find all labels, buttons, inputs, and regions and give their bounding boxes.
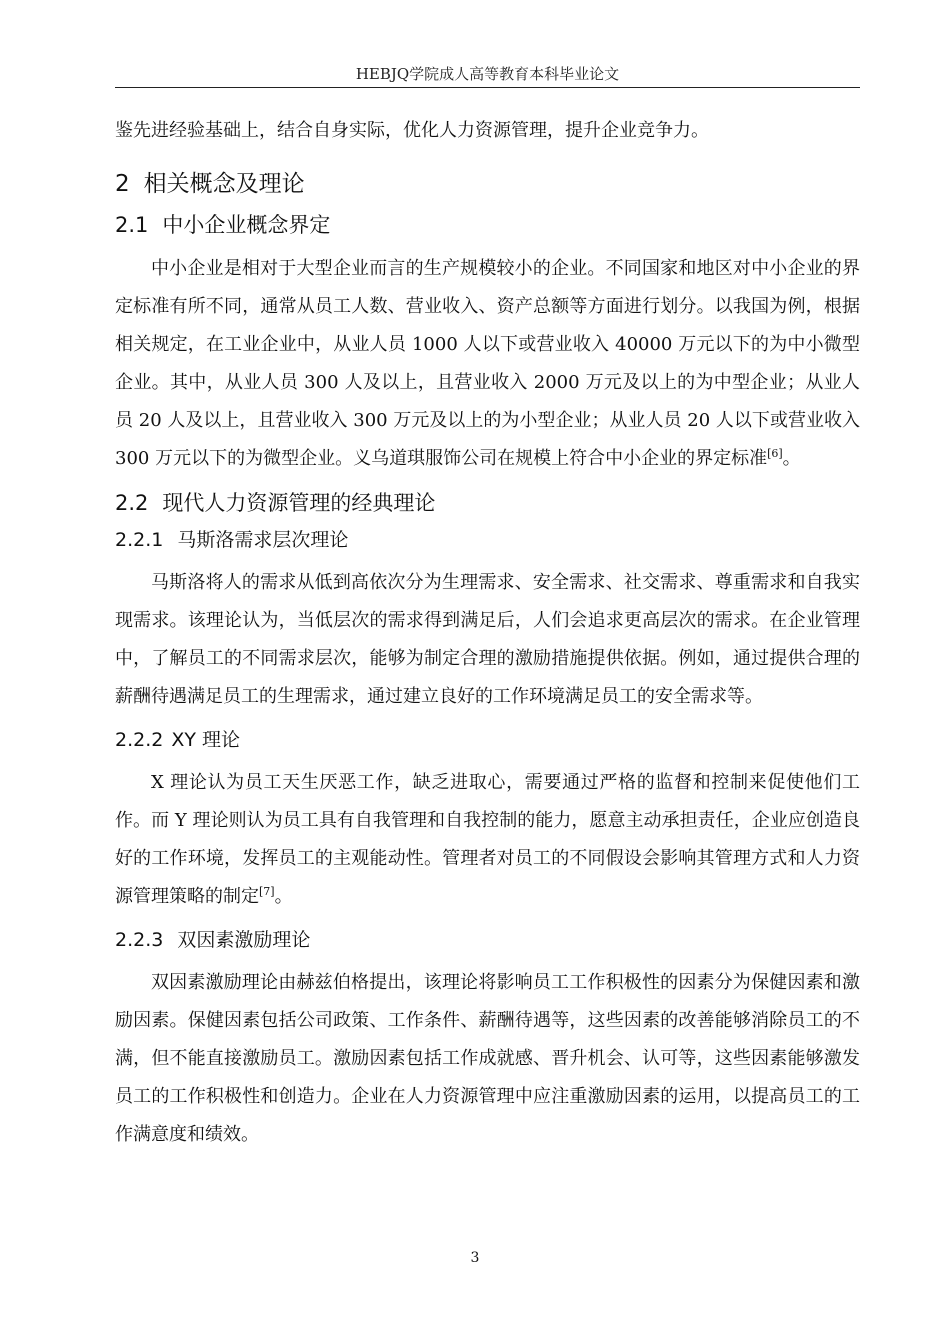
section-2-2-3-paragraph: 双因素激励理论由赫兹伯格提出，该理论将影响员工工作积极性的因素分为保健因素和激励因素。保健因素包括公司政策、工作条件、薪酬待遇等，这些因素的改善能够消除员工的不满，但不能直接激励员工。激励因素包括工作成就感、晋升机会、认可等，这些因素能够激发员工的工作积极性和创造力。企业在人力资源管理中应注重激励因素的运用，以提高员工的工作满意度和绩效。 (115, 972, 860, 1145)
section-2-1-heading (115, 212, 860, 238)
page-number: 3 (470, 1250, 480, 1266)
header-rule (115, 87, 860, 88)
section-title: 双因素激励理论 (177, 929, 311, 951)
section-title: XY 理论 (171, 729, 241, 751)
section-number: 2.2 (115, 491, 149, 515)
paragraph-end: 。 (782, 448, 801, 469)
section-2-2-2-heading (115, 728, 860, 752)
page-content (115, 112, 860, 1154)
section-2-1-paragraph (115, 250, 860, 478)
citation: [7] (259, 885, 275, 898)
section-2-2-1-paragraph: 马斯洛将人的需求从低到高依次分为生理需求、安全需求、社交需求、尊重需求和自我实现需求。该理论认为，当低层次的需求得到满足后，人们会追求更高层次的需求。在企业管理中，了解员工的不同需求层次，能够为制定合理的激励措施提供依据。例如，通过提供合理的薪酬待遇满足员工的生理需求，通过建立良好的工作环境满足员工的安全需求等。 (115, 572, 860, 707)
section-title: 马斯洛需求层次理论 (177, 529, 349, 551)
section-number: 2.2.1 (115, 529, 164, 551)
section-2-2-3-heading (115, 928, 860, 952)
paragraph-end: 。 (274, 886, 293, 907)
section-number: 2.1 (115, 213, 149, 237)
section-number: 2 (115, 171, 130, 197)
paragraph-text: X 理论认为员工天生厌恶工作，缺乏进取心，需要通过严格的监督和控制来促使他们工作。而 Y 理论则认为员工具有自我管理和自我控制的能力，愿意主动承担责任，企业应创造良好的工作环境，发挥员工的主观能动性。管理者对员工的不同假设会影响其管理方式和人力资源管理策略的制定 (115, 772, 860, 907)
section-2-2-heading (115, 490, 860, 516)
intro-paragraph: 鉴先进经验基础上，结合自身实际，优化人力资源管理，提升企业竞争力。 (115, 120, 709, 141)
section-number: 2.2.3 (115, 929, 164, 951)
citation: [6] (767, 447, 783, 460)
section-title: 中小企业概念界定 (162, 213, 331, 237)
section-2-heading (115, 170, 860, 198)
paragraph-text: 中小企业是相对于大型企业而言的生产规模较小的企业。不同国家和地区对中小企业的界定标准有所不同，通常从员工人数、营业收入、资产总额等方面进行划分。以我国为例，根据相关规定，在工业企业中，从业人员 1000 人以下或营业收入 40000 万元以下的为中小微型企业。其中，从业人员 300 人及以上，且营业收入 2000 万元及以上的为中型企业；从业人员 20 人及以上，且营业收入 300 万元及以上的为小型企业；从业人员 20 人以下或营业收入 300 万元以下的为微型企业。义乌道琪服饰公司在规模上符合中小企业的界定标准 (115, 258, 860, 469)
section-2-2-2-paragraph (115, 764, 860, 916)
section-2-2-1-heading (115, 528, 860, 552)
running-header: HEBJQ学院成人高等教育本科毕业论文 (355, 65, 620, 83)
section-title: 现代人力资源管理的经典理论 (162, 491, 436, 515)
section-title: 相关概念及理论 (143, 171, 305, 197)
section-number: 2.2.2 (115, 729, 164, 751)
